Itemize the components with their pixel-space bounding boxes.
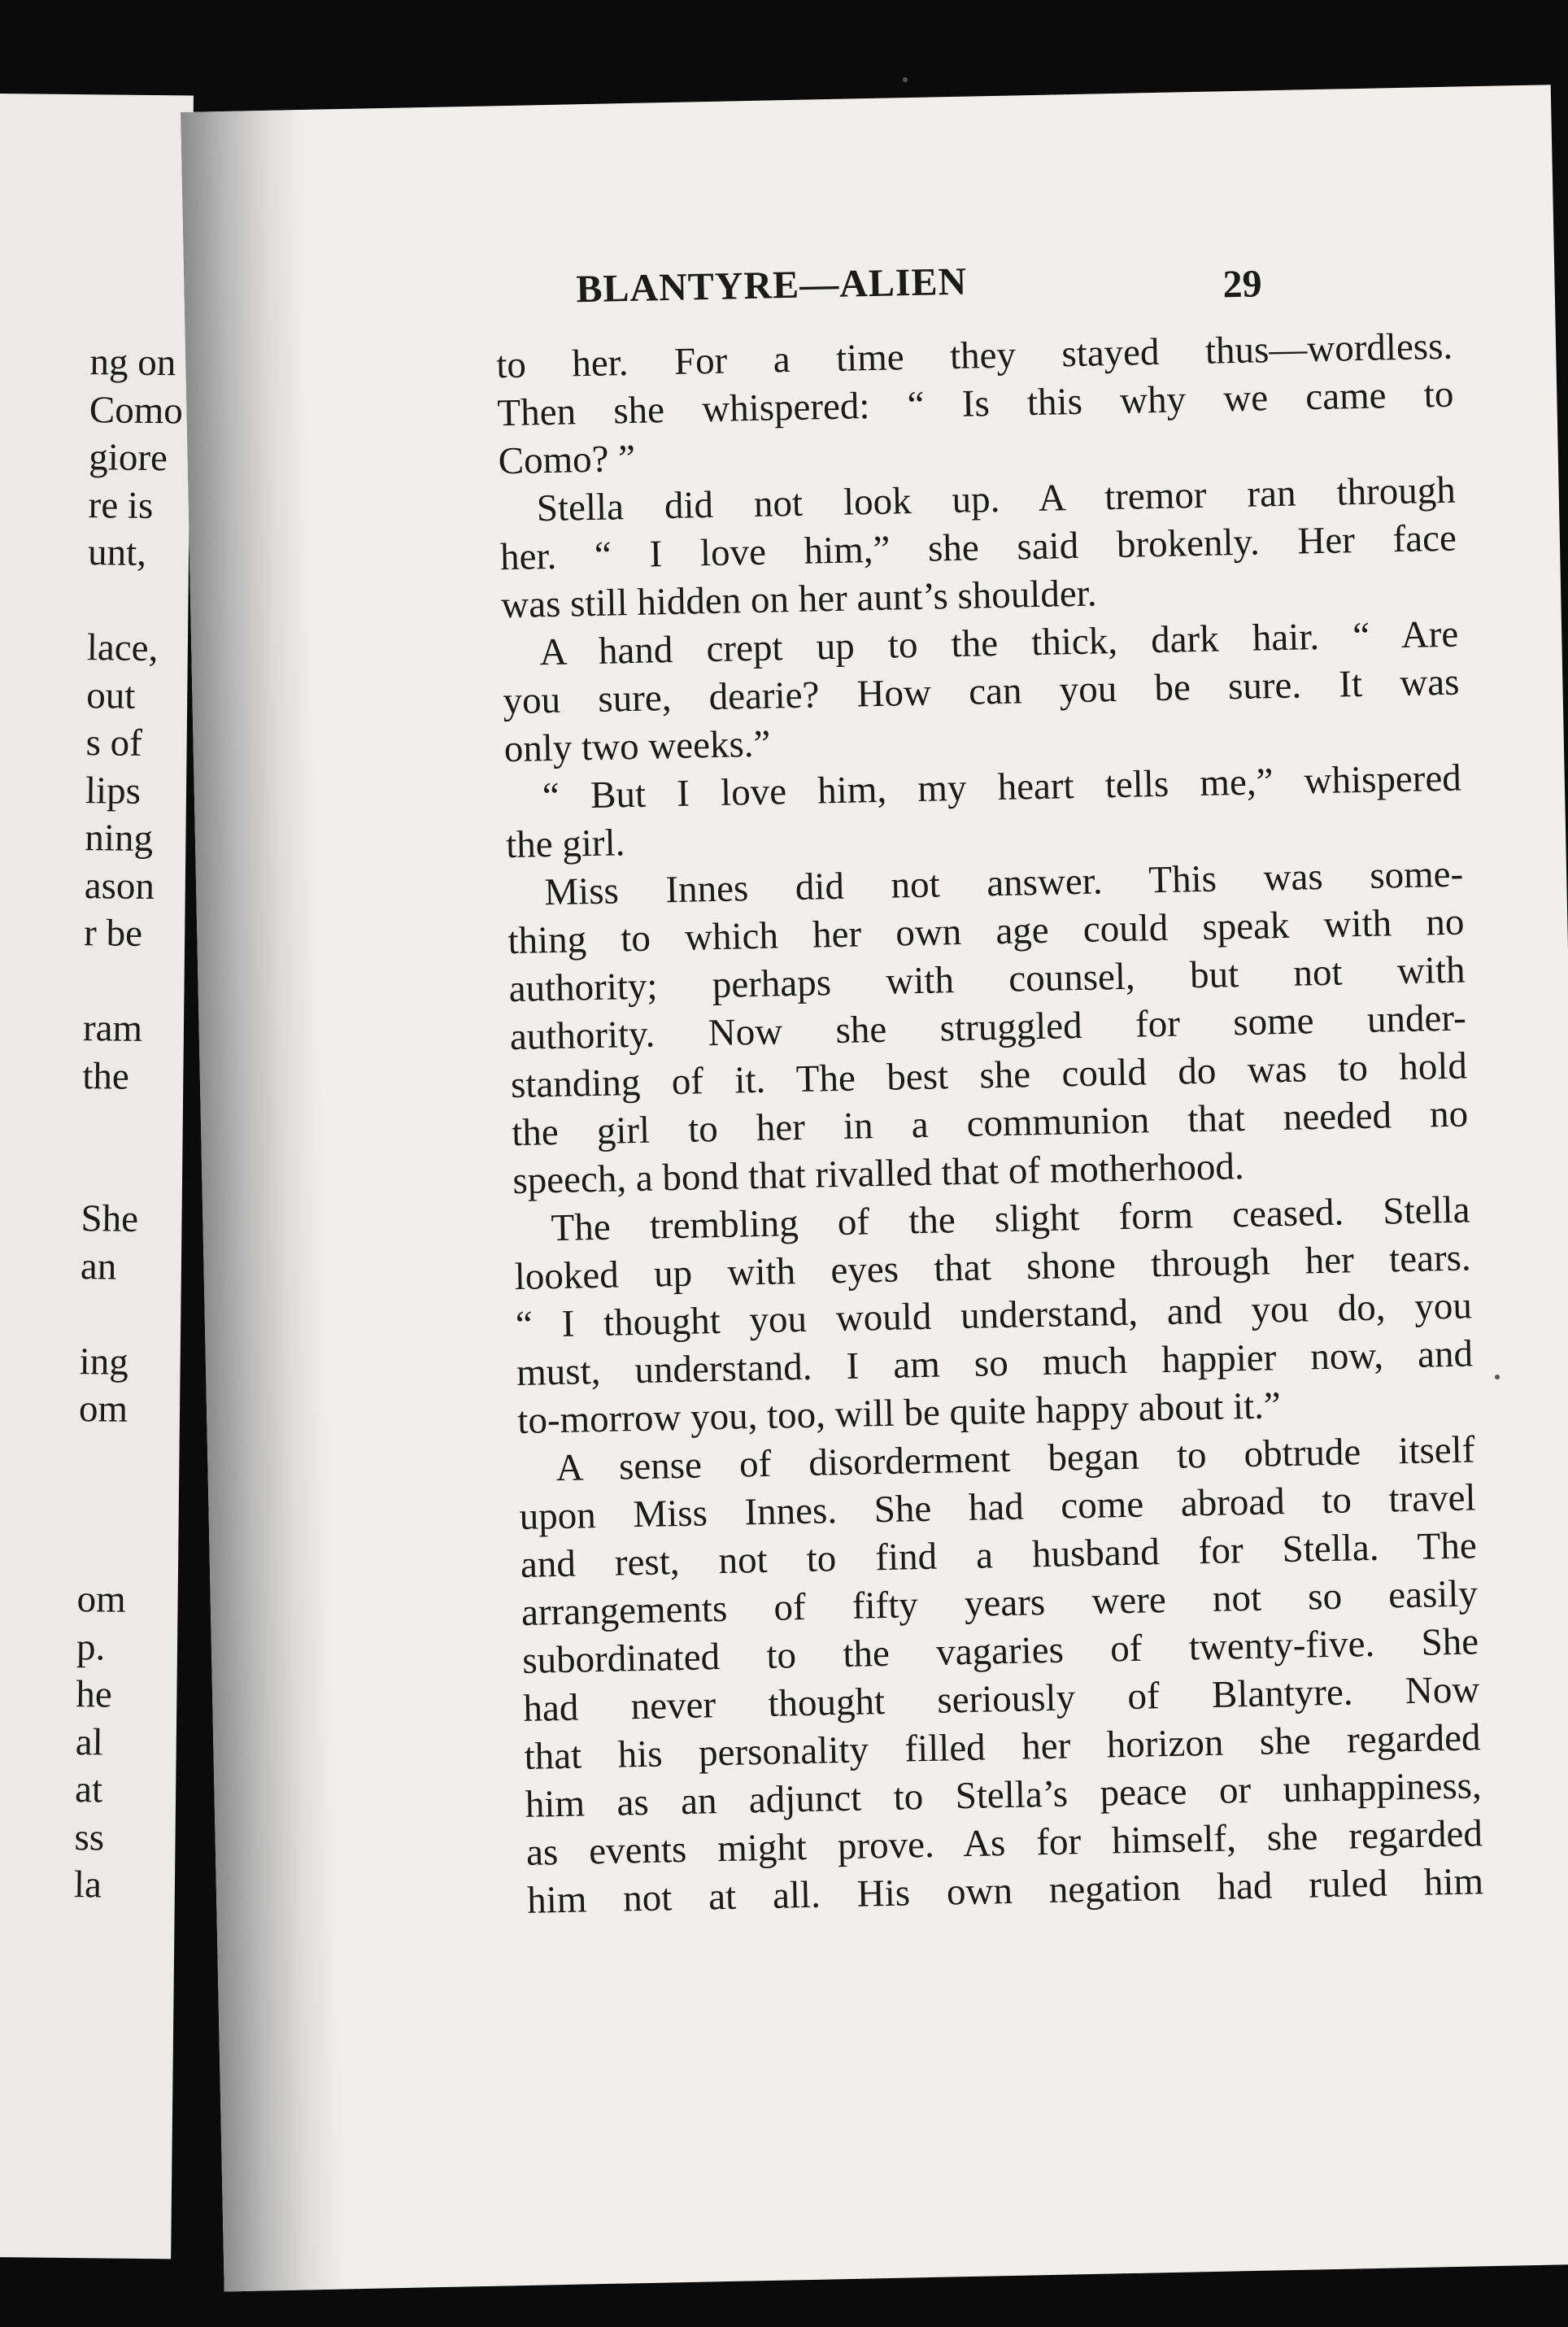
facing-page-line: the — [82, 1054, 130, 1098]
facing-page-line: giore — [89, 436, 168, 480]
facing-page-line: unt, — [87, 531, 147, 574]
facing-page-line: Como — [89, 388, 184, 432]
text-line: The trembling of the slight form ceased. Stella — [551, 1188, 1470, 1250]
facing-page-line: She — [81, 1197, 139, 1240]
text-line: authority. Now she struggled for some under- — [509, 996, 1467, 1059]
facing-page-line: ning — [85, 817, 154, 861]
text-line: and rest, not to find a husband for Stella. The — [520, 1524, 1478, 1586]
facing-page-line: p. — [76, 1625, 106, 1668]
text-line: Stella did not look up. A tremor ran through — [536, 468, 1457, 530]
text-line: only two weeks.” — [503, 722, 771, 771]
facing-page-text — [0, 94, 194, 1906]
dust-speck — [1495, 1375, 1500, 1379]
facing-page-line: at — [74, 1768, 103, 1811]
facing-page-line: ss — [74, 1815, 105, 1859]
text-line: looked up with eyes that shone through her tears. — [514, 1236, 1472, 1299]
facing-page-line: al — [75, 1720, 103, 1763]
page-body — [496, 323, 1484, 1925]
facing-page — [0, 94, 194, 2259]
text-line: him as an adjunct to Stella’s peace or unhappiness, — [525, 1764, 1483, 1826]
facing-page-line: om — [78, 1388, 128, 1431]
text-line: A hand crept up to the thick, dark hair. “ Are — [538, 612, 1459, 674]
text-line: Miss Innes did not answer. This was some- — [543, 852, 1464, 914]
text-line: the girl to her in a communion that needed no — [511, 1092, 1469, 1155]
facing-page-line: ason — [84, 864, 155, 908]
book-page — [181, 85, 1568, 2291]
text-line: as events might prove. As for himself, she regarded — [525, 1812, 1483, 1874]
text-line: upon Miss Innes. She had come abroad to travel — [519, 1476, 1477, 1538]
facing-page-line: an — [80, 1244, 117, 1288]
facing-page-line: he — [76, 1673, 113, 1716]
facing-page-line: ram — [82, 1007, 143, 1050]
facing-page-line: la — [73, 1863, 102, 1906]
text-line: speech, a bond that rivalled that of motherhood. — [512, 1145, 1245, 1203]
facing-page-line: s of — [85, 721, 143, 765]
facing-page-line: lace, — [86, 626, 159, 670]
facing-page-line: om — [76, 1578, 126, 1621]
facing-page-line: r be — [83, 912, 143, 955]
text-line: authority; perhaps with counsel, but not with — [508, 948, 1466, 1011]
text-line: you sure, dearie? How can you be sure. It was — [503, 660, 1460, 723]
text-line: was still hidden on her aunt’s shoulder. — [500, 572, 1097, 627]
page-number: 29 — [1222, 262, 1263, 307]
facing-page-line: ng on — [89, 341, 176, 385]
text-line: to her. For a time they stayed thus—wordless. — [495, 325, 1453, 387]
text-line: him not at all. His own negation had ruled him — [526, 1860, 1484, 1922]
facing-page-line: out — [85, 673, 136, 717]
text-line: her. “ I love him,” she said brokenly. Her face — [499, 516, 1457, 579]
text-line: Como? ” — [498, 437, 636, 483]
text-line: that his personality filled her horizon she regarded — [524, 1716, 1481, 1778]
text-line: had never thought seriously of Blantyre. Now — [522, 1668, 1480, 1730]
text-line: “ But I love him, my heart tells me,” whispered — [542, 756, 1462, 818]
facing-page-line: ing — [79, 1340, 129, 1384]
page-header — [576, 249, 1471, 324]
page-gutter — [181, 110, 346, 2291]
text-line: thing to which her own age could speak with no — [507, 900, 1465, 963]
facing-page-line: lips — [85, 769, 142, 813]
text-line: A sense of disorderment began to obtrude itself — [555, 1428, 1475, 1490]
text-line: subordinated to the vagaries of twenty-five. She — [521, 1620, 1479, 1682]
facing-page-line: re is — [88, 483, 154, 527]
text-line: Then she whispered: “ Is this why we came to — [496, 373, 1454, 435]
text-line: the girl. — [505, 821, 625, 867]
text-line: to-morrow you, too, will be quite happy about it.” — [516, 1384, 1282, 1443]
dust-speck — [903, 77, 908, 82]
text-line: must, understand. I am so much happier now, and — [516, 1332, 1474, 1395]
text-line: arrangements of fifty years were not so easily — [520, 1572, 1479, 1634]
text-line: standing of it. The best she could do was to hold — [510, 1044, 1468, 1107]
running-head: BLANTYRE—ALIEN — [575, 259, 968, 312]
text-line: “ I thought you would understand, and you do, you — [515, 1284, 1473, 1347]
